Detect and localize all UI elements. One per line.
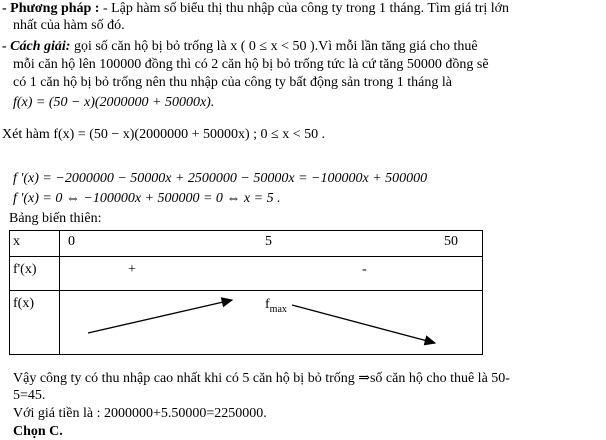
x-value-50: 50 [444, 234, 458, 249]
answer-line: Chọn C. [13, 424, 63, 439]
derivative-formula: f '(x) = −2000000 − 50000x + 2500000 − 50000x = −100000x + 500000 [13, 171, 428, 186]
sign-plus: + [128, 262, 136, 277]
x-value-5: 5 [265, 234, 272, 249]
solution-text-1: gọi số căn hộ bị bỏ trống là x ( 0 ≤ x < 50 ).Vì mỗi lần tăng giá cho thuê [70, 39, 478, 54]
f-max-subscript: max [269, 303, 287, 315]
table-cell-f-label [10, 291, 60, 355]
table-cell-deriv-signs [60, 257, 483, 291]
x-value-0: 0 [68, 234, 75, 249]
price-line: Với giá tiền là : 2000000+5.50000=2250000. [13, 406, 267, 421]
solution-line-3: có 1 căn hộ bị bỏ trống nên thu nhập của công ty bất động sản trong 1 tháng là [13, 75, 452, 90]
method-text-1: - Lập hàm số biểu thị thu nhập của công ty trong 1 tháng. Tìm giá trị lớn [99, 1, 510, 16]
method-line-1 [2, 0, 509, 17]
method-label: - Phương pháp : [2, 1, 100, 16]
solution-line-2: mỗi căn hộ lên 100000 đồng thì có 2 căn hộ bị bỏ trống tức là cứ tăng 50000 đồng sẽ [13, 57, 489, 72]
f-max-base: f [265, 297, 270, 312]
solution-line-1 [2, 38, 478, 55]
table-cell-f-variation [60, 291, 483, 355]
table-cell-x-label [10, 231, 60, 257]
table-cell-deriv-label [10, 257, 60, 291]
income-formula: f(x) = (50 − x)(2000000 + 50000x). [13, 95, 215, 110]
conclusion-line-1: Vậy công ty có thu nhập cao nhất khi có 5 căn hộ bị bỏ trống ⇒số căn hộ cho thuê là 50- [13, 371, 510, 386]
solution-label: - Cách giải: [2, 39, 71, 54]
variation-arrows [60, 291, 484, 355]
table-cell-x-values [60, 231, 483, 257]
variation-table-title: Bảng biến thiên: [9, 211, 102, 226]
conclusion-line-2: 5=45. [13, 388, 46, 403]
row-label-derivative: f'(x) [13, 262, 37, 277]
method-line-2: nhất của hàm số đó. [13, 18, 125, 33]
decreasing-arrow [292, 305, 435, 343]
increasing-arrow [88, 300, 232, 333]
consider-function: Xét hàm f(x) = (50 − x)(2000000 + 50000x) ; 0 ≤ x < 50 . [2, 127, 326, 142]
derivative-root: f '(x) = 0 ⇔ −100000x + 500000 = 0 ⇔ x = 5 . [13, 191, 281, 206]
variation-table [9, 230, 483, 355]
sign-minus: - [362, 262, 367, 277]
row-label-f: f(x) [13, 296, 34, 311]
row-label-x: x [13, 234, 20, 249]
